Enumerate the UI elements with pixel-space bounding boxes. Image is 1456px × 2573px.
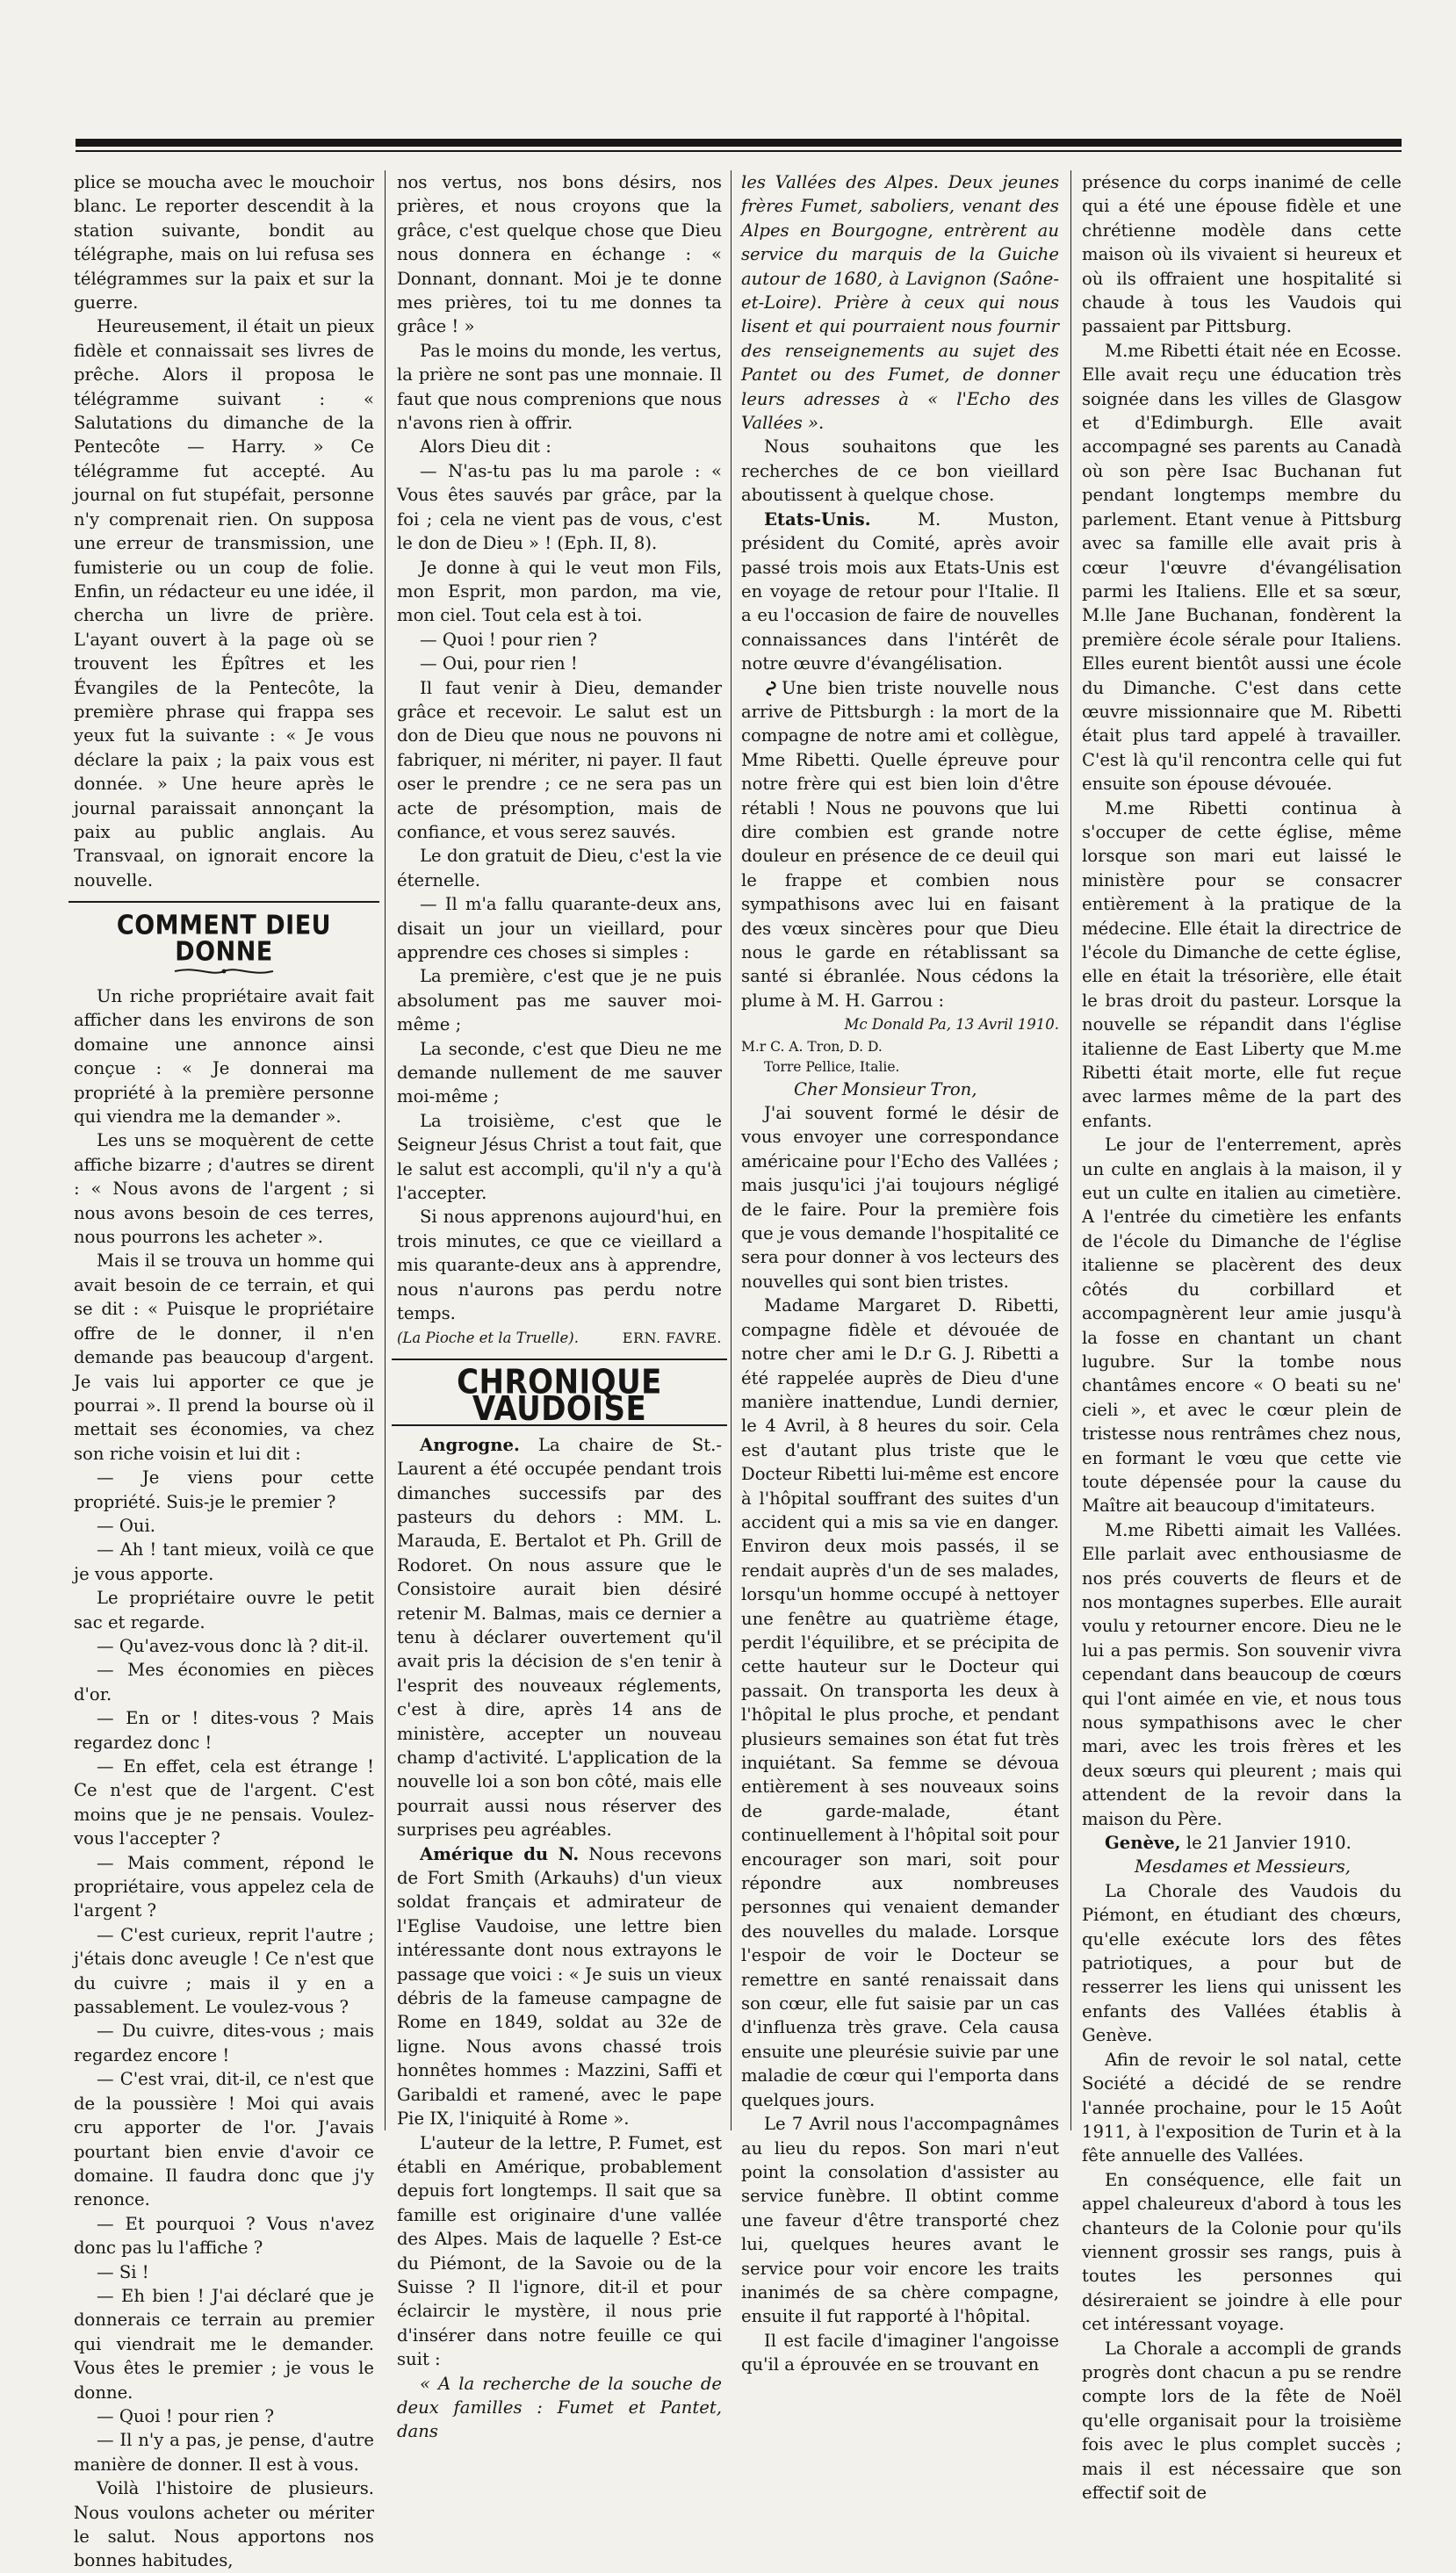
paragraph-text: La chaire de St.-Laurent a été occupée pendant trois dimanches successifs par des pasteurs du dehors : MM. L. Marauda, E. Bertalot et Ph. Grill de Rodoret. On nous assure que le Consistoire aurait bien désiré retenir M. Balmas, mais ce dernier a tenu à déclarer ouvertement qu'il avait pris la décision de s'en tenir à l'esprit des nouveaux réglements, c'est à dire, après 14 ans de ministère, accepter un nouveau champ d'activité. L'application de la nouvelle loi a son bon côté, mais elle pourrait aussi nous réserver des surprises peu agréables.: [397, 1434, 722, 1841]
paragraph: La Chorale des Vaudois du Piémont, en étudiant des chœurs, qu'elle exécute lors des fêtes patriotiques, a pour but de resserrer les liens qui unissent les enfants des Vallées établis à Genève.: [1082, 1880, 1402, 2046]
column-1: [74, 170, 374, 2571]
paragraph: Il faut venir à Dieu, demander grâce et recevoir. Le salut est un don de Dieu que nous ne pouvons ni fabriquer, ni mériter, ni payer. Il faut oser le prendre ; ce ne sera pas un acte de présomption, mais de confiance, et vous serez sauvés.: [397, 677, 722, 842]
paragraph: — Mais comment, répond le propriétaire, vous appelez cela de l'argent ?: [74, 1852, 374, 1921]
place-heading-amerique: Amérique du N.: [420, 1843, 580, 1864]
top-rule: [76, 139, 1402, 147]
paragraph: — Il n'y a pas, je pense, d'autre manière de donner. Il est à vous.: [74, 2430, 374, 2475]
paragraph: Le jour de l'enterrement, après un culte en anglais à la maison, il y eut un culte en italien au cimetière. A l'entrée du cimetière les enfants de l'école du Dimanche de l'église italienne se placèrent des deux côtés du corbillard et accompagnèrent leur amie jusqu'à la fosse en chantant un chant lugubre. Sur la tombe nous chantâmes encore « O beati su ne' cieli », et avec le cœur plein de tristesse nous rentrâmes chez nous, en formant le vœu que cette vie toute dépensée pour la cause du Maître ait beaucoup d'imitateurs.: [1082, 1135, 1402, 1517]
paragraph: M.me Ribetti continua à s'occuper de cette église, même lorsque son mari eut laissé le ministère pour se consacrer entièrement à la pratique de la médecine. Elle était la directrice de l'école du Dimanche de cette église, elle en était la trésorière, elle était le bras droit du pasteur. Lorsque la nouvelle se répandit dans l'église italienne de East Liberty que M.me Ribetti était morte, elle fut reçue avec larmes même de la part des enfants.: [1082, 797, 1402, 1131]
letter-dateline: Mc Donald Pa, 13 Avril 1910.: [844, 1016, 1059, 1034]
paragraph: Le don gratuit de Dieu, c'est la vie éternelle.: [397, 846, 722, 890]
article-source: (La Pioche et la Truelle).: [397, 1329, 579, 1346]
paragraph: — Et pourquoi ? Vous n'avez donc pas lu l'affiche ?: [74, 2213, 374, 2259]
paragraph-text: M. Muston, président du Comité, après avoir passé trois mois aux Etats-Unis est en voyage de retour pour l'Italie. Il a eu l'occasion de faire de nouvelles connaissances dans l'intérêt de notre œuvre d'évangélisation.: [741, 508, 1059, 674]
letter-salutation: Mesdames et Messieurs,: [1135, 1856, 1351, 1877]
paragraph: La première, c'est que je ne puis absolument pas me sauver moi-même ;: [397, 966, 722, 1035]
section-rule: [68, 901, 379, 903]
paragraph: plice se moucha avec le mouchoir blanc. Le reporter descendit à la station suivante, bondit au télégraphe, mais on lui refusa ses télégrammes sur la paix et sur la guerre.: [74, 172, 374, 314]
letter-address: M.r C. A. Tron, D. D.: [741, 1038, 883, 1055]
paragraph: La seconde, c'est que Dieu ne me demande nullement de me sauver moi-même ;: [397, 1038, 722, 1107]
column-2: [397, 170, 722, 2442]
paragraph: Mais il se trouva un homme qui avait besoin de ce terrain, et qui se dit : « Puisque le propriétaire offre de le donner, il n'en demande pas beaucoup d'argent. Je vais lui apporter ce que je pourrai ». Il prend la bourse où il mettait ses économies, va chez son riche voisin et lui dit :: [74, 1250, 374, 1464]
paragraph: — Ah ! tant mieux, voilà ce que je vous apporte.: [74, 1539, 374, 1584]
paragraph: Je donne à qui le veut mon Fils, mon Esprit, mon pardon, ma vie, mon ciel. Tout cela est à toi.: [397, 557, 722, 626]
paragraph: J'ai souvent formé le désir de vous envoyer une correspondance américaine pour l'Echo des Vallées ; mais jusqu'ici j'ai toujours négligé de le faire. Pour la première fois que je vous demande l'hospitalité ce sera pour donner à vos lecteurs des nouvelles qui sont bien tristes.: [741, 1103, 1059, 1292]
paragraph: — Oui.: [97, 1515, 155, 1536]
article-signature: ERN. FAVRE.: [622, 1329, 722, 1346]
section-heading-chronique-vaudoise: CHRONIQUE VAUDOISE: [457, 1362, 662, 1430]
paragraph: — Je viens pour cette propriété. Suis-je le premier ?: [74, 1467, 374, 1512]
paragraph: En conséquence, elle fait un appel chaleureux d'abord à tous les chanteurs de la Colonie pour qu'ils viennent grossir ses rangs, puis à toutes les personnes qui désireraient se joindre à elle pour cet intéressant voyage.: [1082, 2169, 1402, 2335]
paragraph: Nous souhaitons que les recherches de ce bon vieillard aboutissent à quelque chose.: [741, 436, 1059, 506]
paragraph: Le 7 Avril nous l'accompagnâmes au lieu du repos. Son mari n'eut point la consolation d'assister au service funèbre. Il obtint comme une faveur d'être transporté chez lui, quelques heures avant le service pour voir encore les traits inanimés de sa chère compagne, ensuite il fut rapporté à l'hôpital.: [741, 2114, 1059, 2327]
paragraph: Un riche propriétaire avait fait afficher dans les environs de son domaine une annonce ainsi conçue : « Je donnerai ma propriété à la première personne qui viendra me la demander ».: [74, 986, 374, 1128]
paragraph: — En effet, cela est étrange ! Ce n'est que de l'argent. C'est moins que je ne pensais. Voulez-vous l'accepter ?: [74, 1756, 374, 1849]
top-rule-thin: [76, 150, 1402, 152]
paragraph: — Quoi ! pour rien ?: [97, 2405, 275, 2426]
section-heading-comment-dieu-donne: COMMENT DIEU DONNE: [116, 910, 332, 969]
paragraph: Madame Margaret D. Ribetti, compagne fidèle et dévouée de notre cher ami le D.r G. J. Ribetti a été rappelée auprès de Dieu d'une manière inattendue, Lundi dernier, le 4 Avril, à 8 heures du soir. Cela est d'autant plus triste que le Docteur Ribetti lui-même est encore à l'hôpital souffrant des suites d'un accident qui a mis sa vie en danger. Environ deux mois passés, il se rendait auprès d'un de ses malades, lorsqu'un homme occupé à nettoyer une fenêtre au quatrième étage, perdit l'équilibre, et se précipita de cette hauteur sur le Docteur qui passait. On transporta les deux à l'hôpital le plus proche, et pendant plusieurs semaines son état fut très inquiétant. Sa femme se dévoua entièrement à ses nouveaux soins de garde-malade, étant continuellement à l'hôpital soit pour encourager son mari, soit pour répondre aux nombreuses personnes qui venaient demander des nouvelles du malade. Lorsque l'espoir de voir le Docteur se remettre en santé renaissait dans son cœur, elle fut saisie par un cas d'influenza très grave. Cela causa ensuite une pleurésie suivie par une maladie de cœur qui l'emporta dans quelques jours.: [741, 1295, 1059, 2110]
paragraph: Voilà l'histoire de plusieurs. Nous voulons acheter ou mériter le salut. Nous apportons nos bonnes habitudes,: [74, 2478, 374, 2571]
mourning-ornament-icon: [764, 681, 778, 696]
letter-date: le 21 Janvier 1910.: [1180, 1833, 1351, 1854]
paragraph: — Mes économies en pièces d'or.: [74, 1660, 374, 1705]
paragraph: La Chorale a accompli de grands progrès dont chacun a pu se rendre compte lors de la fête de Noël qu'elle organisait pour la troisième fois avec le plus complet succès ; mais il est nécessaire que son effectif soit de: [1082, 2338, 1402, 2503]
paragraph: — En or ! dites-vous ? Mais regardez donc !: [74, 1708, 374, 1753]
paragraph: — Oui, pour rien !: [420, 653, 578, 674]
paragraph: — Du cuivre, dites-vous ; mais regardez encore !: [74, 2021, 374, 2065]
paragraph: nos vertus, nos bons désirs, nos prières, et nous croyons que la grâce, c'est quelque chose que Dieu nous donnera en échange : « Donnant, donnant. Moi je te donne mes prières, toi tu me donnes ta grâce ! »: [397, 172, 722, 337]
section-rule: [392, 1359, 727, 1360]
paragraph: Pas le moins du monde, les vertus, la prière ne sont pas une monnaie. Il faut que nous comprenions que nous n'avons rien à offrir.: [397, 340, 722, 434]
column-divider: [385, 170, 386, 2130]
article-source-line: [397, 1326, 722, 1350]
paragraph: — Il m'a fallu quarante-deux ans, disait un jour un vieillard, pour apprendre ces choses si simples :: [397, 894, 722, 962]
paragraph: Le propriétaire ouvre le petit sac et regarde.: [74, 1588, 374, 1632]
letter-salutation: Cher Monsieur Tron,: [794, 1078, 977, 1099]
paragraph: Les uns se moquèrent de cette affiche bizarre ; d'autres se dirent : « Nous avons de l'argent ; si nous avons besoin de ces terres, nous pourrons les acheter ».: [74, 1130, 374, 1248]
paragraph: présence du corps inanimé de celle qui a été une épouse fidèle et une chrétienne modèle dans cette maison où ils vivaient si heureux et où ils offraient une hospitalité si chaude à tous les Vaudois qui passaient par Pittsburg.: [1082, 172, 1402, 337]
paragraph: Alors Dieu dit :: [420, 436, 551, 458]
paragraph-text: Une bien triste nouvelle nous arrive de Pittsburgh : la mort de la compagne de notre ami et collègue, Mme Ribetti. Quelle épreuve pour notre frère qui est bien loin d'être rétabli ! Nous ne pouvons que lui dire combien est grande notre douleur en présence de ce deuil qui le frappe et combien nous sympathisons avec lui en faisant des vœux sincères pour que Dieu nous le garde en rétablissant sa santé si ébranlée. Nous cédons la plume à M. H. Garrou :: [741, 677, 1059, 1011]
paragraph: — C'est curieux, reprit l'autre ; j'étais donc aveugle ! Ce n'est que du cuivre ; mais il y en a passablement. Le voulez-vous ?: [74, 1924, 374, 2018]
paragraph-etats-unis: [741, 508, 1059, 676]
paragraph: Afin de revoir le sol natal, cette Société a décidé de se rendre l'année prochaine, pour le 15 Août 1911, à l'exposition de Turin et à la fête annuelle des Vallées.: [1082, 2049, 1402, 2166]
paragraph: L'auteur de la lettre, P. Fumet, est établi en Amérique, probablement depuis fort longtemps. Il sait que sa famille est originaire d'une vallée des Alpes. Mais de laquelle ? Est-ce du Piémont, de la Savoie ou de la Suisse ? Il l'ignore, dit-il et pour éclaircir le mystère, il nous prie d'insérer dans notre feuille ce qui suit :: [397, 2132, 722, 2370]
paragraph-amerique: [397, 1842, 722, 2131]
paragraph: Heureusement, il était un pieux fidèle et connaissait ses livres de prêche. Alors il proposa le télégramme suivant : « Salutations du dimanche de la Pentecôte — Harry. » Ce télégramme fut accepté. Au journal on fut stupéfait, personne n'y comprenait rien. On supposa une erreur de transmission, une fumisterie ou un coup de folie. Enfin, un rédacteur eu une idée, il chercha un livre de prière. L'ayant ouvert à la page où se trouvent les Épîtres et les Évangiles de la Pentecôte, la première phrase qui frappa ses yeux fut la suivante : « Je vous déclare la paix ; la paix vous est donnée. » Une heure après le journal paraissait annonçant la paix au public anglais. Au Transvaal, on ignorait encore la nouvelle.: [74, 316, 374, 890]
column-3: [741, 170, 1059, 2375]
column-4: [1082, 170, 1402, 2503]
paragraph: Si nous apprenons aujourd'hui, en trois minutes, ce que ce vieillard a mis quarante-deux ans à apprendre, nous n'aurons pas perdu notre temps.: [397, 1207, 722, 1324]
paragraph: — C'est vrai, dit-il, ce n'est que de la poussière ! Moi qui avais cru apporter de l'or. J'avais pourtant bien envie d'avoir ce domaine. Il faudra donc que j'y renonce.: [74, 2069, 374, 2210]
letter-address: Torre Pellice, Italie.: [764, 1058, 900, 1075]
paragraph: les Vallées des Alpes. Deux jeunes frères Fumet, saboliers, venant des Alpes en Bourgogne, entrèrent au service du marquis de la Guiche autour de 1680, à Lavignon (Saône-et-Loire). Prière à ceux qui nous lisent et qui pourraient nous fournir des renseignements au sujet des Pantet ou des Fumet, de donner leurs adresses à « l'Echo des Vallées ».: [741, 172, 1059, 434]
paragraph: La troisième, c'est que le Seigneur Jésus Christ a tout fait, que le salut est accompli, qu'il n'y a qu'à l'accepter.: [397, 1110, 722, 1204]
place-heading-etats-unis: Etats-Unis.: [764, 508, 871, 530]
column-divider: [731, 170, 732, 2130]
paragraph: — Si !: [97, 2261, 149, 2282]
column-divider: [1070, 170, 1071, 2130]
paragraph: « A la recherche de la souche de deux familles : Fumet et Pantet, dans: [397, 2373, 722, 2442]
place-heading-angrogne: Angrogne.: [420, 1434, 520, 1455]
paragraph: Il est facile d'imaginer l'angoisse qu'il a éprouvée en se trouvant en: [741, 2330, 1059, 2375]
paragraph: M.me Ribetti était née en Ecosse. Elle avait reçu une éducation très soignée dans les villes de Glasgow et d'Edimburgh. Elle avait accompagné ses parents au Canadà où son père Isac Buchanan fut pendant longtemps membre du parlement. Etant venue à Pittsburg avec sa famille elle avait pris à cœur l'œuvre d'évangélisation parmi les Italiens. Elle et sa sœur, M.lle Jane Buchanan, fondèrent la première école sérale pour Italiens. Elles eurent bientôt aussi une école du Dimanche. C'est dans cette œuvre missionnaire que M. Ribetti était plus tard appelé à travailler. C'est là qu'il rencontra celle qui fut ensuite son épouse dévouée.: [1082, 340, 1402, 795]
paragraph: — N'as-tu pas lu ma parole : « Vous êtes sauvés par grâce, par la foi ; cela ne vient pas de vous, c'est le don de Dieu » ! (Eph. II, 8).: [397, 460, 722, 554]
paragraph: — Qu'avez-vous donc là ? dit-il.: [97, 1635, 370, 1656]
paragraph: M.me Ribetti aimait les Vallées. Elle parlait avec enthousiasme de nos prés couverts de fleurs et de nos montagnes superbes. Elle aurait voulu y retourner encore. Dieu ne le lui a pas permis. Son souvenir vivra cependant dans beaucoup de cœurs qui l'ont aimée en vie, et nous tous nous sympathisons avec le cher mari, avec les trois frères et les deux sœurs qui pleurent ; mais qui attendent de la revoir dans la maison du Père.: [1082, 1519, 1402, 1829]
paragraph-angrogne: [397, 1433, 722, 1842]
paragraph-geneve: [1082, 1831, 1402, 1855]
paragraph: — Quoi ! pour rien ?: [420, 629, 598, 650]
paragraph: [741, 676, 1059, 1013]
paragraph: — Eh bien ! J'ai déclaré que je donnerais ce terrain au premier qui viendrait me le demander. Vous êtes le premier ; je vous le donne.: [74, 2285, 374, 2403]
place-heading-geneve: Genève,: [1105, 1833, 1181, 1854]
paragraph-text: Nous recevons de Fort Smith (Arkauhs) d'un vieux soldat français et admirateur de l'Eglise Vaudoise, une lettre bien intéressante dont nous extrayons le passage que voici : « Je suis un vieux débris de la fameuse campagne de Rome en 1849, soldat au 32e de ligne. Nous avons chassé trois honnêtes hommes : Mazzini, Saffi et Garibaldi et ramené, avec le pape Pie IX, l'iniquité à Rome ».: [397, 1843, 722, 2130]
